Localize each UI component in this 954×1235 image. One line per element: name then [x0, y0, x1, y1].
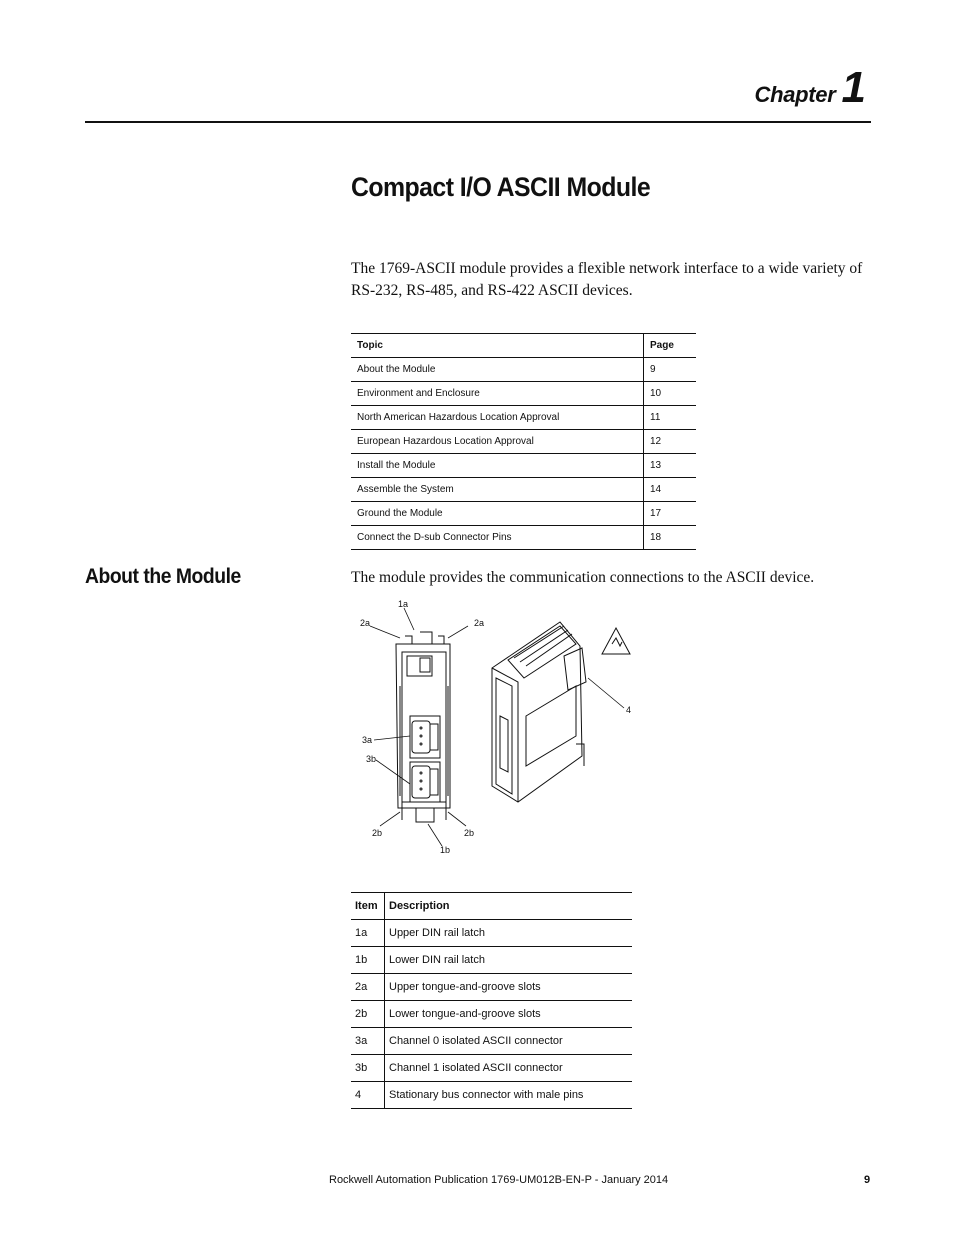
item-table-header: [351, 893, 632, 920]
module-figure: [350, 596, 650, 862]
item-cell: 1b: [355, 954, 368, 966]
table-row: [351, 1028, 632, 1055]
description-cell: Lower tongue-and-groove slots: [385, 1001, 633, 1028]
description-cell: Channel 0 isolated ASCII connector: [385, 1028, 633, 1055]
topic-cell: Connect the D-sub Connector Pins: [357, 532, 512, 543]
topic-cell: North American Hazardous Location Approval: [357, 412, 560, 423]
topic-cell: Assemble the System: [357, 484, 454, 495]
item-cell: 1a: [355, 927, 368, 939]
section-paragraph: The module provides the communication connections to the ASCII device.: [351, 569, 815, 586]
description-cell: Upper tongue-and-groove slots: [385, 974, 633, 1001]
footer-publication: Rockwell Automation Publication 1769-UM012B-EN-P - January 2014: [329, 1174, 669, 1186]
table-row: [351, 382, 696, 406]
topic-cell: Environment and Enclosure: [357, 388, 480, 399]
description-cell: Lower DIN rail latch: [385, 947, 633, 974]
description-header: Description: [385, 893, 633, 920]
topic-cell: Install the Module: [357, 460, 436, 471]
page-title: Compact I/O ASCII Module: [351, 172, 651, 202]
callout-4: 4: [626, 705, 632, 715]
table-row: [351, 526, 696, 550]
callout-2b-right: 2b: [464, 828, 475, 838]
callout-2a-left: 2a: [360, 618, 371, 628]
chapter-number: 1: [841, 63, 866, 112]
section-heading: About the Module: [85, 565, 241, 588]
item-cell: 2b: [355, 1008, 368, 1020]
item-cell: 3b: [355, 1062, 368, 1074]
page-cell: 9: [644, 358, 697, 382]
item-cell: 3a: [355, 1035, 368, 1047]
topic-cell: European Hazardous Location Approval: [357, 436, 534, 447]
table-row: [351, 1082, 632, 1109]
callout-1a: 1a: [398, 599, 409, 609]
page-header: Page: [644, 334, 697, 358]
topic-cell: About the Module: [357, 364, 436, 375]
item-cell: 4: [355, 1089, 362, 1101]
page-cell: 10: [644, 382, 697, 406]
description-cell: Channel 1 isolated ASCII connector: [385, 1055, 633, 1082]
page-cell: 11: [644, 406, 697, 430]
page-cell: 18: [644, 526, 697, 550]
topic-cell: Ground the Module: [357, 508, 443, 519]
item-header: Item: [355, 900, 378, 912]
table-row: [351, 478, 696, 502]
callout-3a: 3a: [362, 735, 373, 745]
chapter-word: Chapter: [754, 82, 836, 107]
callout-2b-left: 2b: [372, 828, 383, 838]
description-cell: Upper DIN rail latch: [385, 920, 633, 947]
page-cell: 12: [644, 430, 697, 454]
table-row: [351, 430, 696, 454]
topic-table: [351, 333, 696, 550]
page-cell: 14: [644, 478, 697, 502]
topic-table-header: [351, 334, 696, 358]
table-row: [351, 920, 632, 947]
page-cell: 17: [644, 502, 697, 526]
header-rule: [85, 121, 871, 123]
table-row: [351, 358, 696, 382]
side-module-illustration: [492, 622, 586, 802]
intro-paragraph: The 1769-ASCII module provides a flexible network interface to a wide variety of RS-232, RS-485, and RS-422 ASCII devices.: [351, 260, 863, 299]
callout-2a-right: 2a: [474, 618, 485, 628]
front-module-illustration: [396, 632, 450, 822]
table-row: [351, 406, 696, 430]
item-table: [351, 892, 632, 1109]
page-cell: 13: [644, 454, 697, 478]
page-number: 9: [864, 1174, 871, 1186]
table-row: [351, 454, 696, 478]
callout-1b: 1b: [440, 845, 451, 855]
table-row: [351, 947, 632, 974]
table-row: [351, 1055, 632, 1082]
table-row: [351, 974, 632, 1001]
table-row: [351, 1001, 632, 1028]
table-row: [351, 502, 696, 526]
description-cell: Stationary bus connector with male pins: [385, 1082, 633, 1109]
topic-header: Topic: [357, 340, 383, 351]
esd-warning-icon: [602, 628, 630, 654]
item-cell: 2a: [355, 981, 368, 993]
chapter-label: [754, 63, 866, 112]
callout-3b: 3b: [366, 754, 377, 764]
